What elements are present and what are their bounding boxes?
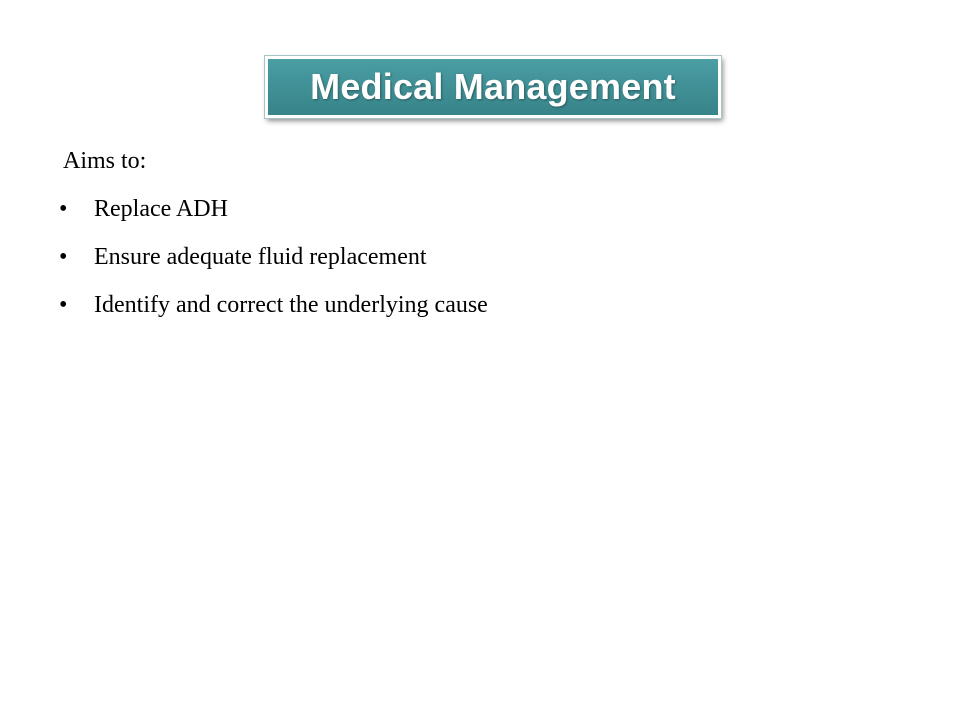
bullet-icon: • (59, 292, 68, 318)
intro-text: Aims to: (63, 148, 147, 174)
list-item (59, 241, 488, 273)
bullet-list (59, 193, 488, 321)
bullet-icon: • (59, 196, 68, 222)
bullet-icon: • (59, 244, 68, 270)
bullet-text: Identify and correct the underlying cause (94, 292, 488, 318)
bullet-text: Replace ADH (94, 196, 228, 222)
slide-title: Medical Management (310, 66, 676, 107)
bullet-text: Ensure adequate fluid replacement (94, 244, 427, 270)
slide-body (59, 145, 488, 337)
list-item (59, 193, 488, 225)
list-item (59, 289, 488, 321)
slide-title-box (265, 56, 721, 118)
